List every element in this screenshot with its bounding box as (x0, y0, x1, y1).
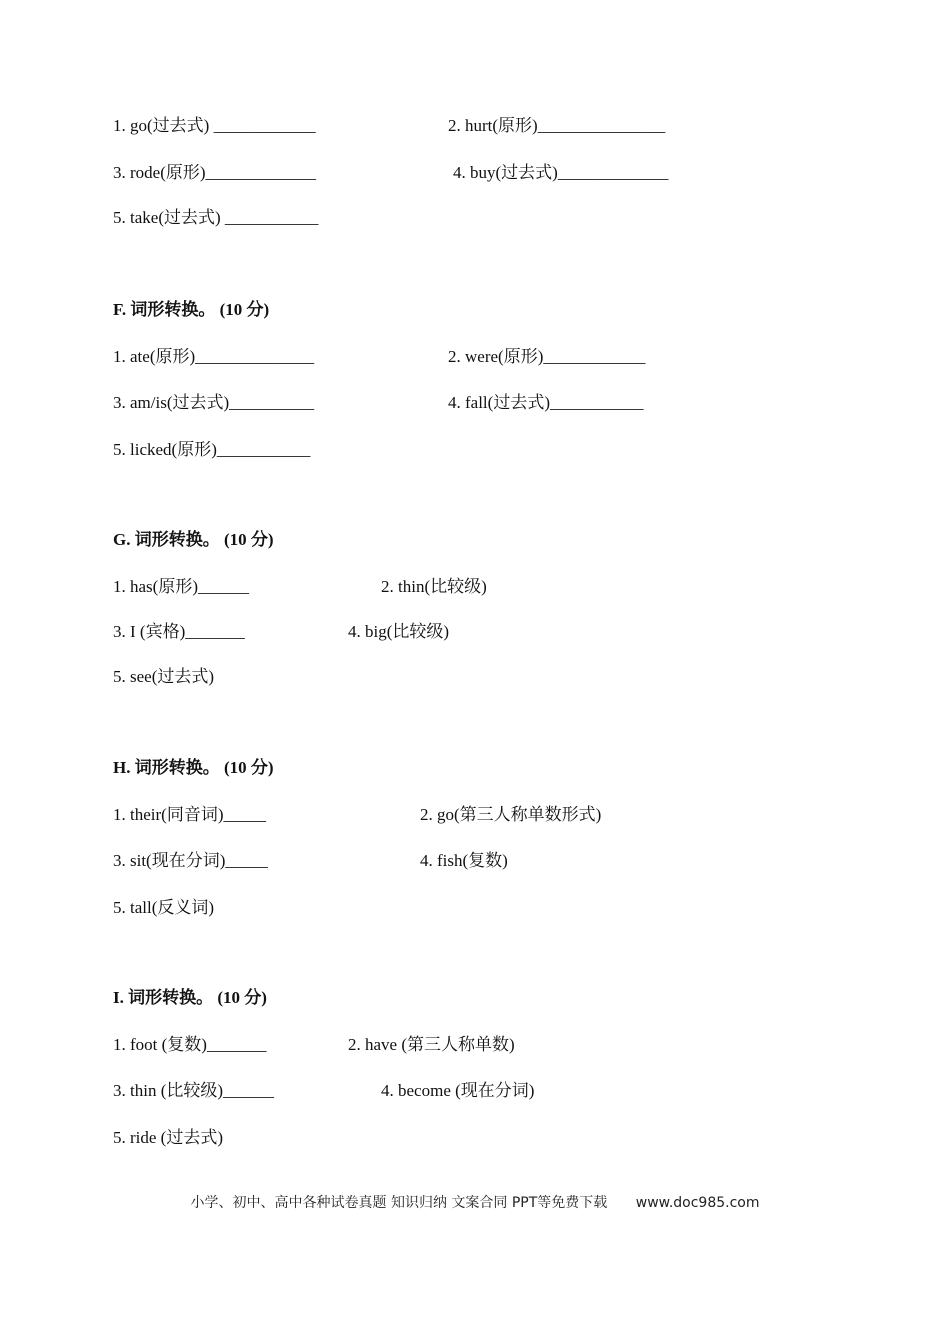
item-h-5: 5. tall(反义词) (113, 898, 215, 917)
section-g-title: G. 词形转换。 (10 分) (113, 530, 274, 549)
footer-text: 小学、初中、高中各种试卷真题 知识归纳 文案合同 PPT等免费下载 (190, 1195, 608, 1211)
item-h-1: 1. their(同音词)_____ (113, 805, 266, 824)
item-i-2: 2. have (第三人称单数) (348, 1035, 515, 1054)
item-f-3: 3. am/is(过去式)__________ (113, 393, 315, 412)
item-e-5: 5. take(过去式) ___________ (113, 208, 319, 227)
item-h-3: 3. sit(现在分词)_____ (113, 851, 268, 870)
item-e-2: 2. hurt(原形)_______________ (448, 116, 666, 135)
item-g-3: 3. I (宾格)_______ (113, 622, 245, 641)
item-i-3: 3. thin (比较级)______ (113, 1081, 275, 1100)
item-i-1: 1. foot (复数)_______ (113, 1035, 267, 1054)
section-f-title: F. 词形转换。 (10 分) (113, 300, 270, 319)
page-footer (0, 1192, 950, 1212)
item-h-2: 2. go(第三人称单数形式) (420, 805, 602, 824)
item-g-1: 1. has(原形)______ (113, 577, 249, 596)
item-f-2: 2. were(原形)____________ (448, 347, 646, 366)
section-h-title: H. 词形转换。 (10 分) (113, 758, 274, 777)
item-f-1: 1. ate(原形)______________ (113, 347, 315, 366)
item-g-2: 2. thin(比较级) (381, 577, 487, 596)
item-i-4: 4. become (现在分词) (381, 1081, 535, 1100)
item-g-4: 4. big(比较级) (348, 622, 450, 641)
item-g-5: 5. see(过去式) (113, 667, 215, 686)
section-i-title: I. 词形转换。 (10 分) (113, 988, 267, 1007)
item-e-1: 1. go(过去式) ____________ (113, 116, 316, 135)
item-f-4: 4. fall(过去式)___________ (448, 393, 644, 412)
item-h-4: 4. fish(复数) (420, 851, 508, 870)
item-e-3: 3. rode(原形)_____________ (113, 163, 317, 182)
item-e-4: 4. buy(过去式)_____________ (453, 163, 669, 182)
footer-url-link[interactable]: www.doc985.com (635, 1195, 760, 1211)
item-i-5: 5. ride (过去式) (113, 1128, 224, 1147)
item-f-5: 5. licked(原形)___________ (113, 440, 311, 459)
